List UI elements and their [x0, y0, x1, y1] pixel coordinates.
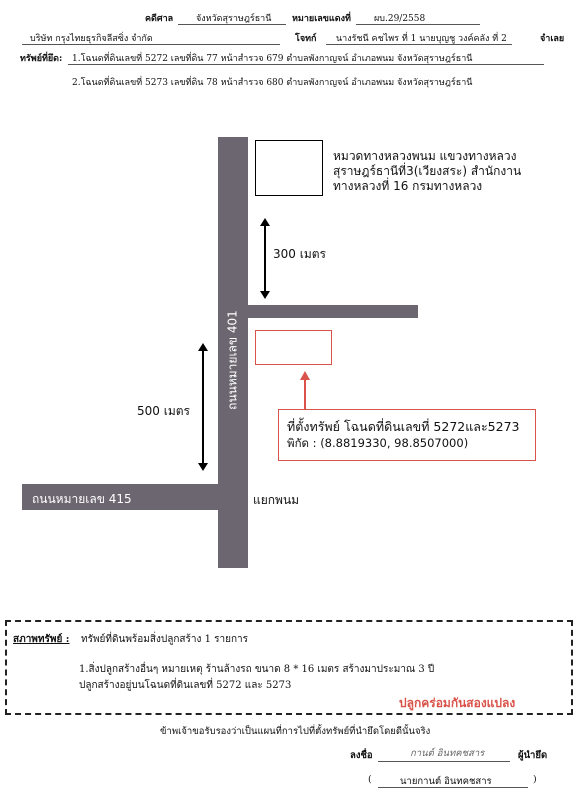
certify-statement: ข้าพเจ้าขอรับรองว่าเป็นแผนที่การไปที่ตั้งทรัพย์ที่นำยึดโดยดีนั้นจริง	[160, 726, 431, 737]
court-value: จังหวัดสุราษฎร์ธานี	[196, 14, 272, 24]
defendant-label: จำเลย	[540, 34, 565, 44]
plaintiff-label: โจทก์	[295, 34, 317, 44]
office-line-3: ทางหลวงที่ 16 กรมทางหลวง	[333, 179, 483, 193]
side-road	[248, 305, 418, 318]
printed-name: นายกานต์ อินทคชสาร	[400, 776, 492, 787]
property-line-1: 1.โฉนดที่ดินเลขที่ 5272 เลขที่ดิน 77 หน้าสำรวจ 679 ตำบลพังกาญจน์ อำเภอพนม จังหวัดสุราษฎร์ธานี	[72, 54, 473, 64]
location-line-1: ที่ตั้งทรัพย์ โฉนดที่ดินเลขที่ 5272และ5273	[287, 419, 520, 434]
property-line-2: 2.โฉนดที่ดินเลขที่ 5273 เลขที่ดิน 78 หน้าสำรวจ 680 ตำบลพังกาญจน์ อำเภอพนม จังหวัดสุราษฎร์ธานี	[72, 78, 473, 88]
close-paren: )	[533, 774, 537, 785]
location-callout	[278, 409, 536, 461]
signature: กานต์ อินทคชสาร	[410, 748, 485, 759]
condition-box	[5, 620, 573, 715]
arrow-up-icon	[260, 218, 270, 226]
condition-summary: ทรัพย์ที่ดินพร้อมสิ่งปลูกสร้าง 1 รายการ	[81, 634, 248, 645]
company-name: บริษัท กรุงไทยธุรกิจลีสซิ่ง จำกัด	[30, 34, 153, 44]
pointer-arrow	[304, 379, 306, 409]
distance-arrow-500	[202, 348, 204, 463]
black-case-value: ผบ.29/2558	[374, 14, 426, 24]
sign-label: ลงชื่อ	[350, 750, 373, 761]
location-coordinates: พิกัด : (8.8819330, 98.8507000)	[287, 436, 469, 450]
underline	[68, 64, 544, 65]
item-line-2: ปลูกสร้างอยู่บนโฉนดที่ดินเลขที่ 5272 และ 5273	[79, 680, 292, 691]
highway-office-text	[333, 149, 521, 194]
road-401-label: ถนนหมายเลข 401	[225, 310, 240, 410]
condition-note: ปลูกคร่อมกันสองแปลง	[399, 696, 516, 710]
underline	[178, 24, 286, 25]
open-paren: (	[368, 774, 372, 785]
arrow-up-icon	[198, 343, 208, 351]
defendant-value: นางรัชนี คชไพร ที่ 1 นายบุญชู วงค์คลัง ที่ 2	[336, 34, 507, 44]
highway-office-box	[255, 140, 323, 196]
property-label: ทรัพย์ที่ยึด:	[20, 54, 63, 64]
condition-label: สภาพทรัพย์ :	[13, 634, 70, 645]
distance-arrow-300	[264, 223, 266, 291]
office-line-2: สุราษฎร์ธานีที่3(เวียงสระ) สำนักงาน	[333, 164, 522, 178]
underline	[22, 44, 280, 45]
distance-500-label: 500 เมตร	[137, 404, 190, 418]
junction-label: แยกพนม	[253, 493, 300, 507]
underline	[326, 44, 512, 45]
property-location-box	[255, 330, 332, 365]
office-line-1: หมวดทางหลวงพนม แขวงทางหลวง	[333, 149, 517, 163]
arrow-up-icon	[300, 371, 310, 380]
distance-300-label: 300 เมตร	[273, 247, 326, 261]
court-label: คดีศาล	[145, 14, 174, 24]
arrow-down-icon	[260, 291, 270, 299]
arrow-down-icon	[198, 463, 208, 471]
road-415-label: ถนนหมายเลข 415	[32, 492, 132, 506]
underline	[356, 24, 480, 25]
seizer-label: ผู้นำยึด	[518, 750, 548, 761]
black-case-label: หมายเลขแดงที่	[292, 14, 351, 24]
underline	[378, 761, 510, 762]
underline	[378, 787, 528, 788]
item-line-1: 1.สิ่งปลูกสร้างอื่นๆ หมายเหตุ ร้านล้างรถ ขนาด 8 * 16 เมตร สร้างมาประมาณ 3 ปี	[79, 664, 435, 675]
